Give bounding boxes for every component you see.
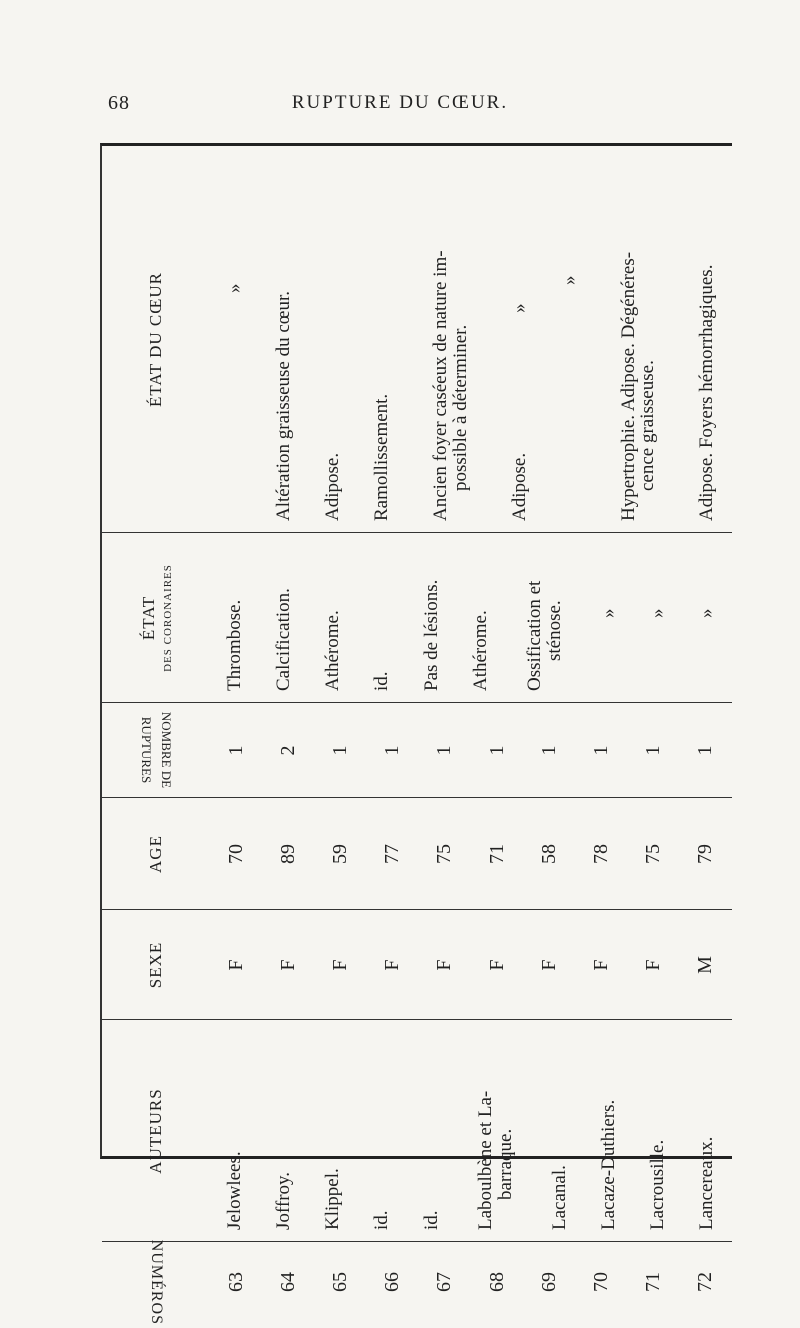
auteur-cell: id. <box>371 1210 393 1230</box>
ruptures-cell: 1 <box>590 745 613 756</box>
header-auteurs: AUTEURS <box>146 1088 165 1174</box>
ruptures-cell: 1 <box>329 745 351 756</box>
sexe-cell: F <box>329 959 351 971</box>
coronaires-cell: Thrombose. <box>223 599 245 691</box>
age-cell: 78 <box>590 844 613 864</box>
sexe-cell: F <box>276 959 299 971</box>
coronaires-cell: Athérome. <box>322 610 344 691</box>
page-header <box>0 0 800 120</box>
sexe-cell: F <box>433 959 456 971</box>
ruptures-cell: 1 <box>642 745 665 756</box>
etat-coeur-cell: Adipose. » <box>509 303 531 521</box>
coronaires-cell: id. <box>371 671 393 691</box>
section-auteurs <box>102 1020 732 1242</box>
coronaires-cell: » <box>647 608 669 618</box>
ruptures-cell: 1 <box>694 745 717 756</box>
sexe-cell: F <box>485 959 508 971</box>
ruptures-cell: 1 <box>537 745 560 756</box>
coronaires-cell: » <box>696 608 718 618</box>
age-cell: 71 <box>485 844 508 864</box>
sexe-cell: F <box>590 959 613 971</box>
numero-cell: 69 <box>537 1272 560 1292</box>
numero-cell: 63 <box>224 1272 247 1292</box>
running-title: RUPTURE DU CŒUR. <box>291 92 509 113</box>
coronaires-cell: Ossification et sténose. <box>523 580 565 691</box>
coronaires-cell: Pas de lésions. <box>420 579 442 691</box>
ruptures-cell: 1 <box>485 745 508 756</box>
ruptures-cell: 1 <box>433 745 456 756</box>
ruptures-cell: 1 <box>224 745 247 756</box>
age-cell: 79 <box>694 844 717 864</box>
age-cell: 77 <box>381 844 404 864</box>
ruptures-cell: 1 <box>381 745 404 756</box>
etat-coeur-cell: » <box>223 283 245 293</box>
sexe-cell: F <box>537 959 560 971</box>
etat-coeur-cell: Ancien foyer caséeux de nature im- possible à déterminer. <box>430 250 472 521</box>
auteur-cell: Lacanal. <box>548 1165 570 1230</box>
numero-cell: 64 <box>276 1272 299 1292</box>
coronaires-cell: Calcification. <box>272 588 294 691</box>
section-nombre-ruptures <box>102 703 732 798</box>
section-numeros <box>102 1239 732 1325</box>
numero-cell: 72 <box>694 1272 717 1292</box>
numero-cell: 68 <box>485 1272 508 1292</box>
numero-cell: 66 <box>381 1272 404 1292</box>
ruptures-cell: 2 <box>276 745 299 756</box>
numero-cell: 65 <box>329 1272 351 1292</box>
auteur-cell: Laboulbène et La- barraque. <box>474 1090 516 1230</box>
page-number: 68 <box>108 92 130 114</box>
auteur-cell: Jelowlees. <box>223 1151 245 1230</box>
etat-coeur-cell: » <box>558 275 580 285</box>
auteur-cell: Lancereaux. <box>696 1136 718 1230</box>
header-nombre-ruptures: NOMBRE DE RUPTURES <box>139 712 174 789</box>
section-etat-coeur <box>102 146 732 533</box>
header-sexe: SEXE <box>146 941 165 989</box>
auteur-cell: Joffroy. <box>272 1171 294 1230</box>
header-etat-coeur: ÉTAT DU CŒUR <box>146 272 165 408</box>
auteur-cell: Lacaze-Duthiers. <box>597 1099 619 1230</box>
sexe-cell: F <box>381 959 404 971</box>
sexe-cell: F <box>224 959 247 971</box>
age-cell: 75 <box>433 844 456 864</box>
numero-cell: 67 <box>433 1272 456 1292</box>
coronaires-cell: » <box>597 608 619 618</box>
auteur-cell: Lacrousille. <box>647 1139 669 1230</box>
case-table <box>100 143 732 1325</box>
numero-cell: 70 <box>590 1272 613 1292</box>
numero-cell: 71 <box>642 1272 665 1292</box>
coronaires-cell: Athérome. <box>469 610 491 691</box>
sexe-cell: F <box>642 959 665 971</box>
sexe-cell: M <box>694 956 717 974</box>
etat-coeur-cell: Adipose. <box>322 452 344 521</box>
section-age <box>102 798 732 910</box>
age-cell: 75 <box>642 844 665 864</box>
age-cell: 70 <box>224 844 247 864</box>
etat-coeur-cell: Hypertrophie. Adipose. Dégénéres- cence graisseuse. <box>617 251 659 521</box>
header-age: AGE <box>146 835 165 873</box>
header-etat-coronaires: ÉTAT DES CORONAIRES <box>138 564 174 672</box>
auteur-cell: Klippel. <box>322 1168 344 1230</box>
section-etat-coronaires <box>102 533 732 703</box>
etat-coeur-cell: Adipose. Foyers hémorrhagiques. <box>696 264 718 521</box>
age-cell: 59 <box>329 844 351 864</box>
etat-coeur-cell: Ramollissement. <box>371 393 393 521</box>
etat-coeur-cell: Altération graisseuse du cœur. <box>272 290 294 521</box>
auteur-cell: id. <box>420 1210 442 1230</box>
age-cell: 89 <box>276 844 299 864</box>
age-cell: 58 <box>537 844 560 864</box>
section-sexe <box>102 910 732 1020</box>
header-numeros: NUMÉROS <box>148 1239 165 1325</box>
